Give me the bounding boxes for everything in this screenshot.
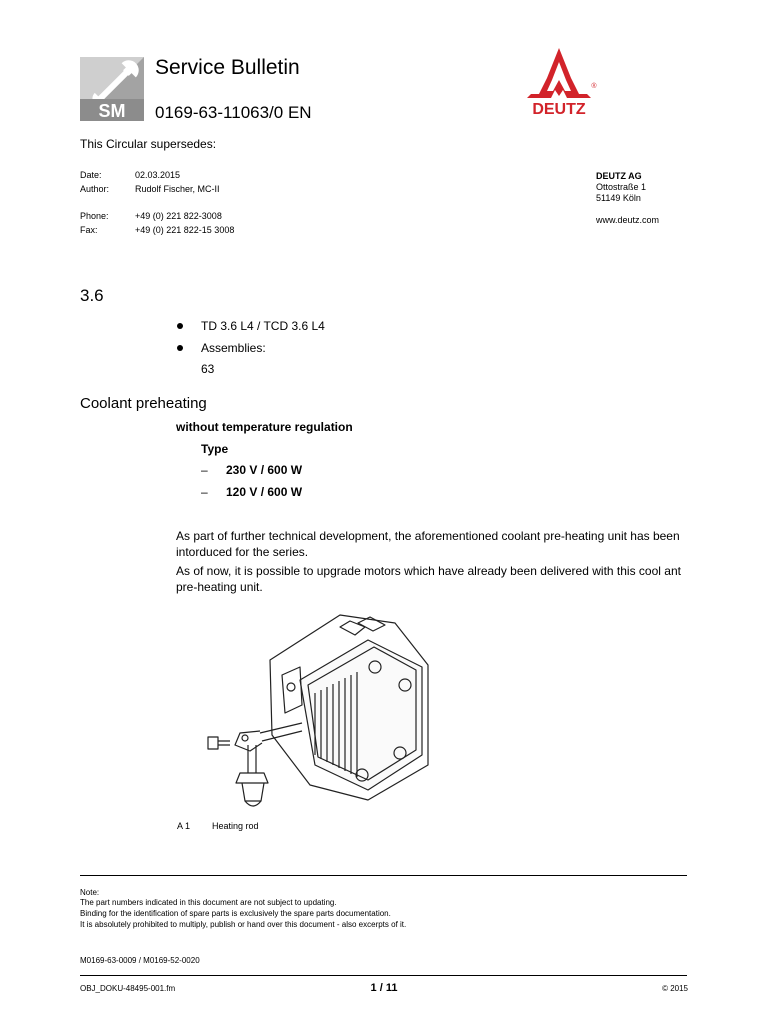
figure-caption-text: Heating rod (212, 821, 259, 831)
figure-caption-id: A 1 (177, 821, 191, 831)
section-number: 3.6 (80, 286, 104, 305)
footer-filename: OBJ_DOKU-48495-001.fm (80, 984, 176, 993)
type-option: 120 V / 600 W (226, 485, 303, 499)
type-option: 230 V / 600 W (226, 463, 303, 477)
company-name: DEUTZ AG (596, 171, 642, 181)
company-website-link[interactable]: www.deutz.com (596, 215, 660, 225)
heater-drawing (190, 605, 450, 815)
note-line: Binding for the identification of spare parts is exclusively the spare parts documentation. (80, 909, 391, 918)
subheading: without temperature regulation (176, 420, 353, 434)
note-line: The part numbers indicated in this document are not subject to updating. (80, 898, 337, 907)
registered-mark: ® (591, 83, 597, 90)
company-street: Ottostraße 1 (596, 182, 647, 192)
footer-divider (80, 975, 687, 976)
phone-label: Phone: (80, 211, 109, 221)
page-number: 1 / 11 (370, 982, 398, 994)
date-value: 02.03.2015 (135, 170, 181, 180)
sm-logo-text: SM (98, 101, 126, 121)
note-label: Note: (80, 888, 100, 897)
fax-value: +49 (0) 221 822-15 3008 (135, 225, 235, 235)
deutz-logo-text: DEUTZ (532, 101, 586, 118)
date-label: Date: (80, 170, 102, 180)
wrench-icon (80, 57, 144, 121)
bulletin-number: 0169-63-11063/0 EN (155, 103, 312, 122)
phone-value: +49 (0) 221 822-3008 (135, 211, 222, 221)
dash-marker: – (201, 463, 208, 477)
fax-label: Fax: (80, 225, 98, 235)
section-heading: Coolant preheating (80, 395, 207, 412)
bullet-icon (177, 345, 183, 351)
author-label: Author: (80, 184, 110, 194)
bullet-icon (177, 323, 183, 329)
service-manual-logo (80, 57, 144, 121)
deutz-logo (519, 44, 599, 120)
company-city: 51149 Köln (596, 193, 641, 203)
note-line: It is absolutely prohibited to multiply, publish or hand over this document - also excerpts of it. (80, 920, 407, 929)
heater-illustration (190, 605, 450, 815)
paragraph: As part of further technical development, the aforementioned coolant pre-heating unit has been intorduced for the series. (176, 529, 680, 559)
bullet-engine-models: TD 3.6 L4 / TCD 3.6 L4 (201, 319, 325, 333)
author-value: Rudolf Fischer, MC-II (135, 184, 220, 194)
dash-marker: – (201, 485, 208, 499)
supersedes-line: This Circular supersedes: (80, 137, 217, 151)
paragraph: As of now, it is possible to upgrade motors which have already been delivered with this cool ant pre-heating unit. (176, 564, 681, 594)
divider (80, 875, 687, 876)
assemblies-value: 63 (201, 362, 215, 376)
page-title: Service Bulletin (155, 56, 300, 79)
type-label: Type (201, 442, 229, 456)
deutz-flame-icon (519, 44, 599, 120)
bullet-assemblies: Assemblies: (201, 341, 266, 355)
copyright: © 2015 (662, 984, 688, 993)
reference-numbers: M0169-63-0009 / M0169-52-0020 (80, 956, 200, 965)
